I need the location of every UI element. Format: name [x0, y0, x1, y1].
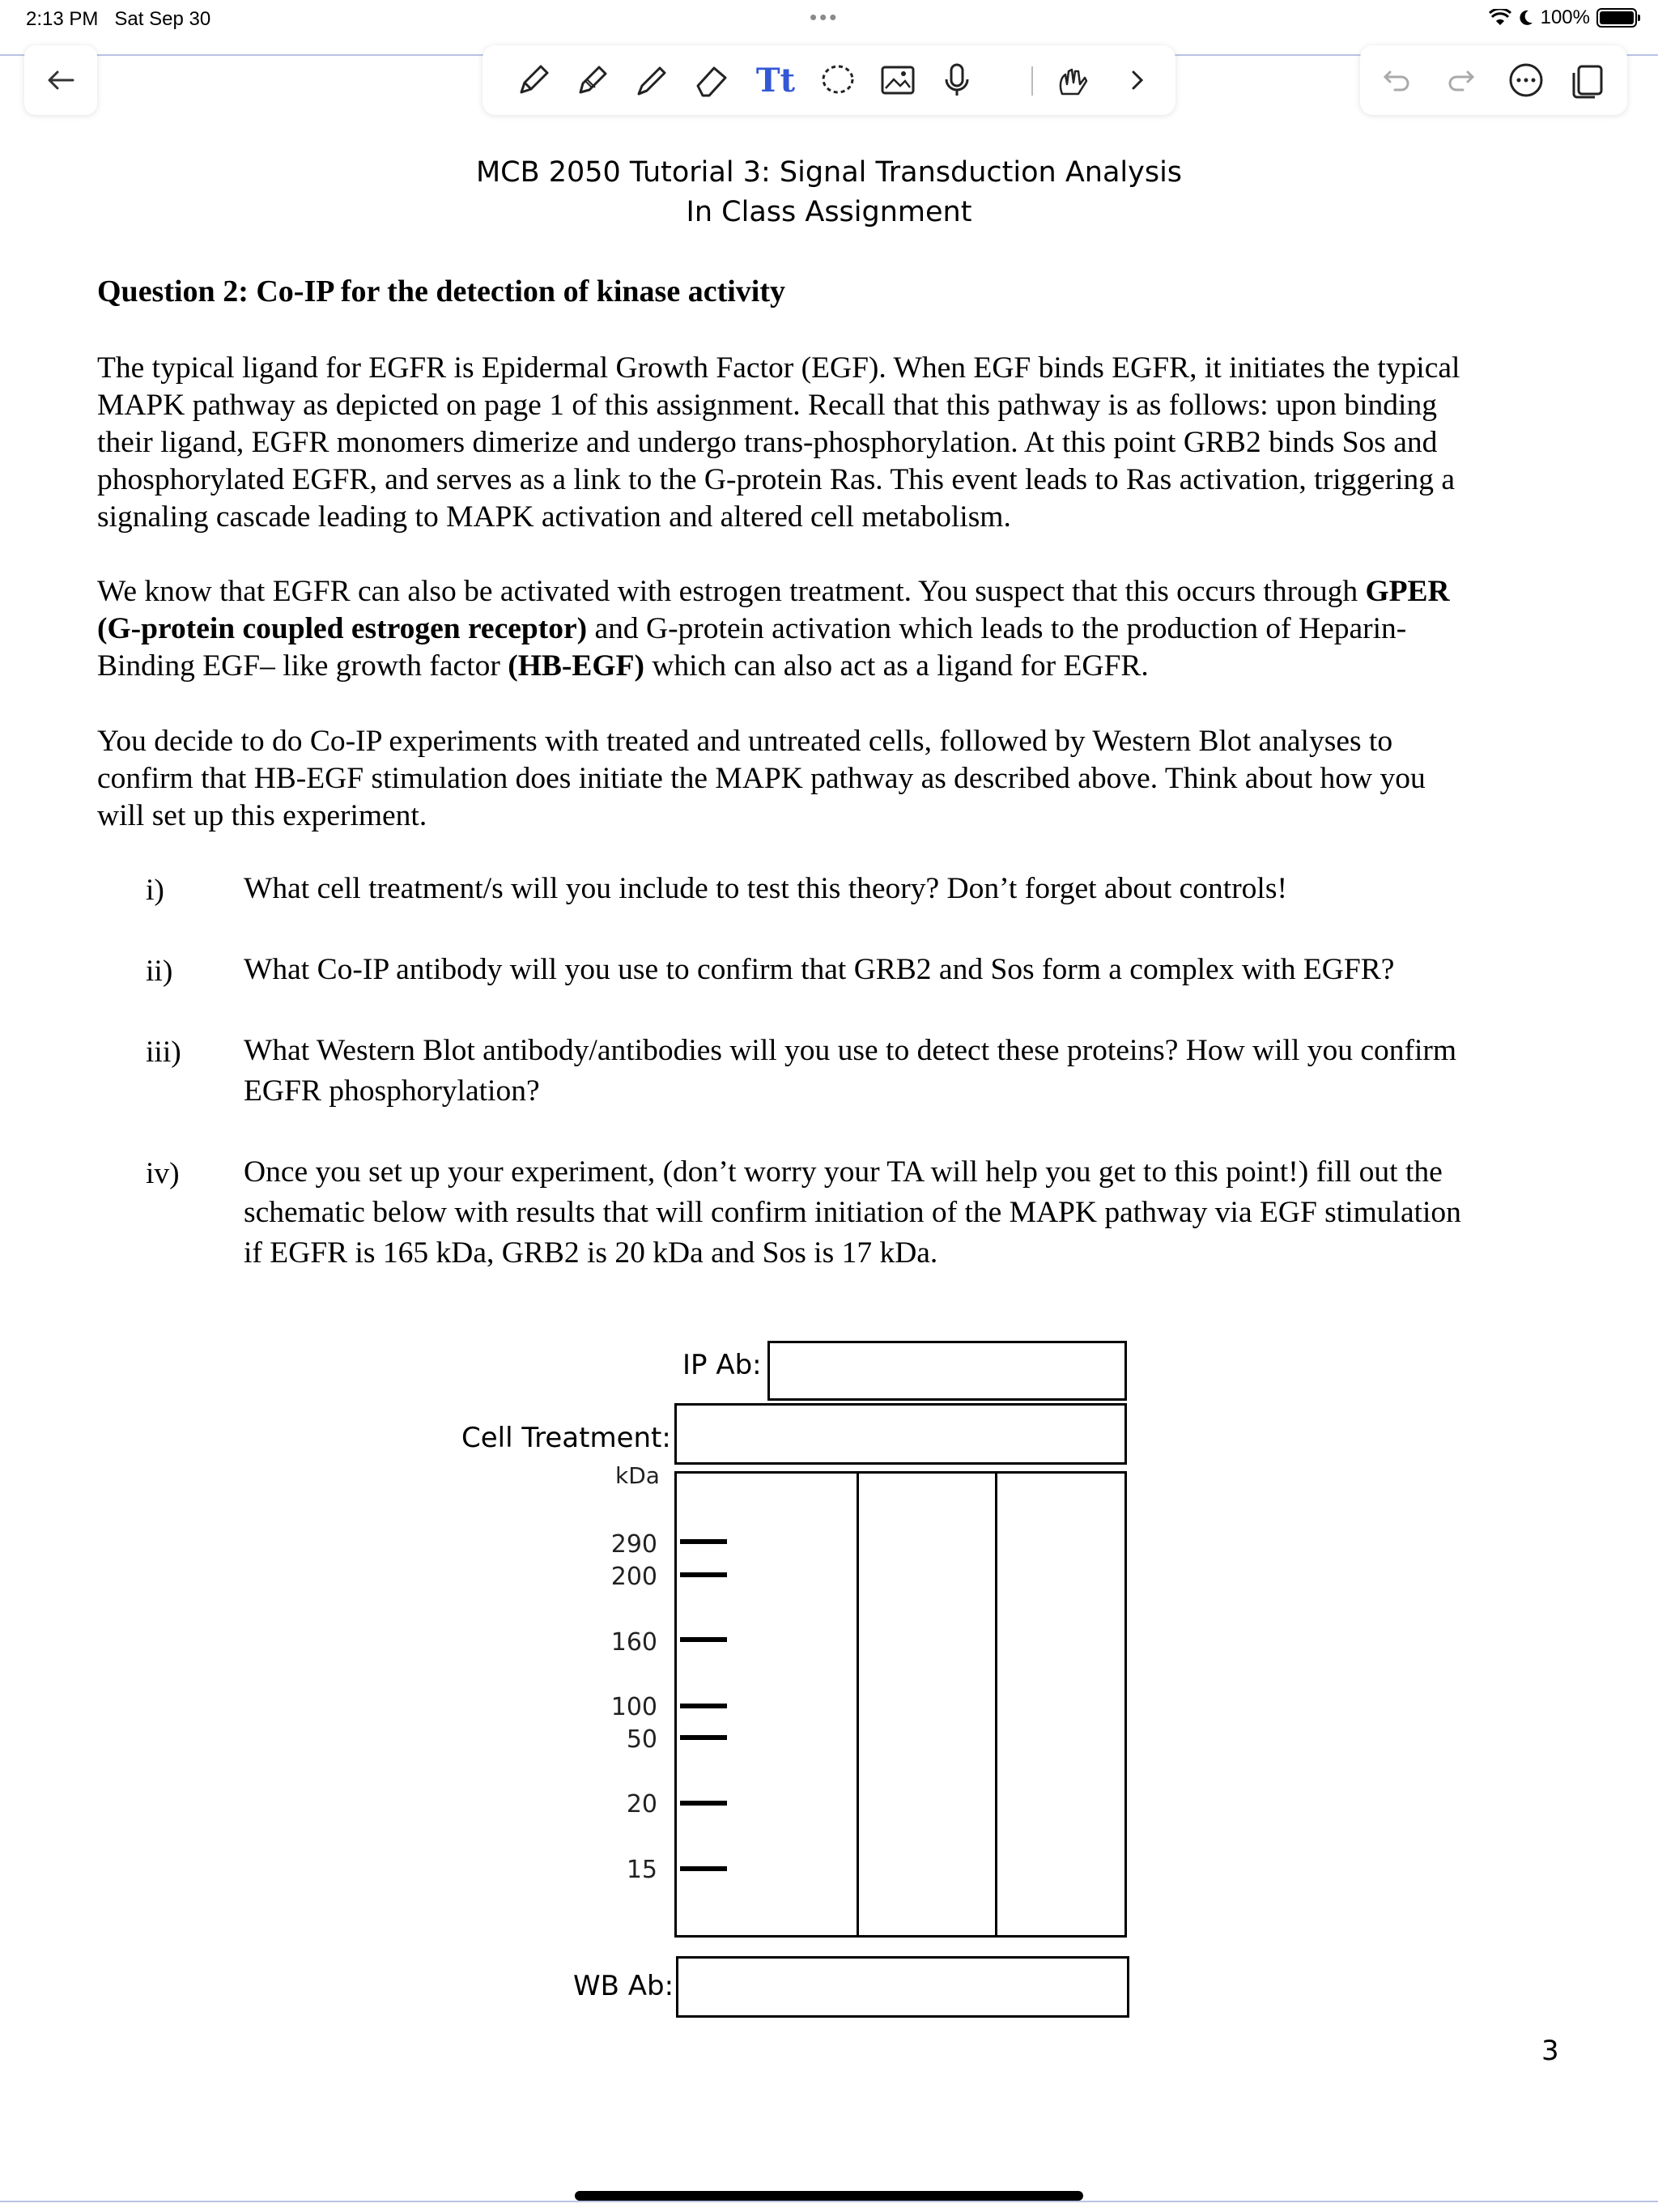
item-text: What Western Blot antibody/antibodies will you use to detect these proteins? How will you confirm EGFR phosphorylation? [244, 1034, 1457, 1108]
lane-divider [995, 1474, 997, 1935]
right-toolbar [1360, 45, 1627, 115]
multitasking-dots-icon[interactable]: ••• [810, 5, 840, 29]
battery-percent: 100% [1540, 6, 1590, 28]
item-number: iii) [146, 1036, 181, 1069]
toolbar-separator [1031, 66, 1033, 96]
page-number: 3 [1541, 2035, 1559, 2067]
document-title: MCB 2050 Tutorial 3: Signal Transduction Analysis [475, 156, 1183, 189]
paragraph-line: MAPK pathway as depicted on page 1 of this assignment. Recall that this pathway is as follows: upon binding [97, 389, 1437, 422]
pencil-icon[interactable] [574, 62, 611, 99]
more-icon[interactable] [1507, 62, 1545, 99]
redo-icon[interactable] [1443, 62, 1480, 99]
drawing-toolbar [483, 45, 1175, 115]
lane-divider [857, 1474, 859, 1935]
ip-ab-input-box[interactable] [767, 1341, 1127, 1401]
marker-label: 290 [610, 1530, 657, 1559]
wb-ab-input-box[interactable] [676, 1956, 1129, 2018]
ladder-band [680, 1572, 727, 1577]
document-subtitle: In Class Assignment [686, 196, 972, 228]
ladder-band [680, 1637, 727, 1642]
ladder-band [680, 1704, 727, 1708]
paragraph-1 [97, 350, 1561, 536]
ladder-band [680, 1866, 727, 1871]
item-number: i) [146, 874, 164, 907]
item-text: What Co-IP antibody will you use to confirm that GRB2 and Sos form a complex with EGFR? [244, 953, 1395, 986]
paragraph-2 [97, 573, 1561, 685]
home-indicator[interactable] [575, 2191, 1083, 2201]
status-right [1489, 6, 1637, 29]
paragraph-line: (G-protein coupled estrogen receptor) and G-protein activation which leads to the production of Heparin- [97, 612, 1407, 645]
item-number: iv) [146, 1157, 180, 1190]
battery-icon [1596, 8, 1637, 28]
item-text: Once you set up your experiment, (don’t worry your TA will help you get to this point!) fill out the schematic below with results that will confirm initiation of the MAPK pathway via EGF stimulation if EGFR is 165 kDa, GRB2 is 20 kDa and Sos is 17 kDa. [244, 1155, 1461, 1270]
paragraph-3 [97, 723, 1561, 835]
paragraph-line: phosphorylated EGFR, and serves as a link to the G-protein Ras. This event leads to Ras activation, triggering a [97, 463, 1456, 496]
wb-ab-label: WB Ab: [573, 1970, 674, 2002]
item-number: ii) [146, 955, 173, 988]
question-heading: Question 2: Co-IP for the detection of kinase activity [97, 274, 785, 308]
status-bar [0, 0, 1658, 40]
paragraph-line: The typical ligand for EGFR is Epidermal Growth Factor (EGF). When EGF binds EGFR, it initiates the typical [97, 351, 1460, 385]
text-tool-icon[interactable]: Tt [755, 61, 796, 100]
item-text: What cell treatment/s will you include to test this theory? Don’t forget about controls! [244, 872, 1287, 905]
paragraph-line: We know that EGFR can also be activated with estrogen treatment. You suspect that this occurs through GPER [97, 575, 1450, 608]
marker-label: 160 [610, 1628, 657, 1657]
marker-label: 100 [610, 1693, 657, 1721]
paragraph-line: Binding EGF– like growth factor (HB-EGF) which can also act as a ligand for EGFR. [97, 649, 1149, 683]
kda-label: kDa [615, 1462, 660, 1489]
marker-label: 50 [626, 1725, 657, 1754]
marker-icon[interactable] [634, 62, 671, 99]
page-bottom-line [0, 2201, 1658, 2202]
cell-treatment-input-box[interactable] [674, 1403, 1127, 1465]
wifi-icon [1489, 9, 1511, 27]
undo-icon[interactable] [1378, 62, 1415, 99]
microphone-icon[interactable] [938, 62, 976, 99]
paragraph-line: will set up this experiment. [97, 799, 427, 832]
ladder-band [680, 1801, 727, 1806]
paragraph-line: their ligand, EGFR monomers dimerize and undergo trans-phosphorylation. At this point GRB2 binds Sos and [97, 426, 1438, 459]
arrow-left-icon [47, 70, 74, 91]
ladder-band [680, 1735, 727, 1740]
moon-icon [1518, 9, 1534, 27]
pages-icon[interactable] [1569, 62, 1606, 99]
ladder-band [680, 1539, 727, 1544]
paragraph-line: confirm that HB-EGF stimulation does initiate the MAPK pathway as described above. Think about how you [97, 762, 1426, 795]
paragraph-line: signaling cascade leading to MAPK activation and altered cell metabolism. [97, 500, 1011, 534]
lasso-icon[interactable] [819, 62, 857, 99]
gesture-icon[interactable] [1054, 62, 1091, 99]
marker-label: 20 [626, 1790, 657, 1819]
back-button[interactable] [24, 45, 97, 115]
status-time: 2:13 PM Sat Sep 30 [26, 8, 211, 30]
pen-icon[interactable] [515, 62, 552, 99]
cell-treatment-label: Cell Treatment: [461, 1422, 671, 1454]
eraser-icon[interactable] [693, 62, 730, 99]
marker-label: 200 [610, 1563, 657, 1591]
marker-label: 15 [626, 1856, 657, 1884]
paragraph-line: You decide to do Co-IP experiments with treated and untreated cells, followed by Western Blot analyses to [97, 725, 1393, 758]
blot-gel-box[interactable] [674, 1471, 1127, 1938]
ip-ab-label: IP Ab: [682, 1349, 762, 1381]
image-icon[interactable] [879, 62, 916, 99]
chevron-right-icon[interactable] [1119, 62, 1156, 99]
